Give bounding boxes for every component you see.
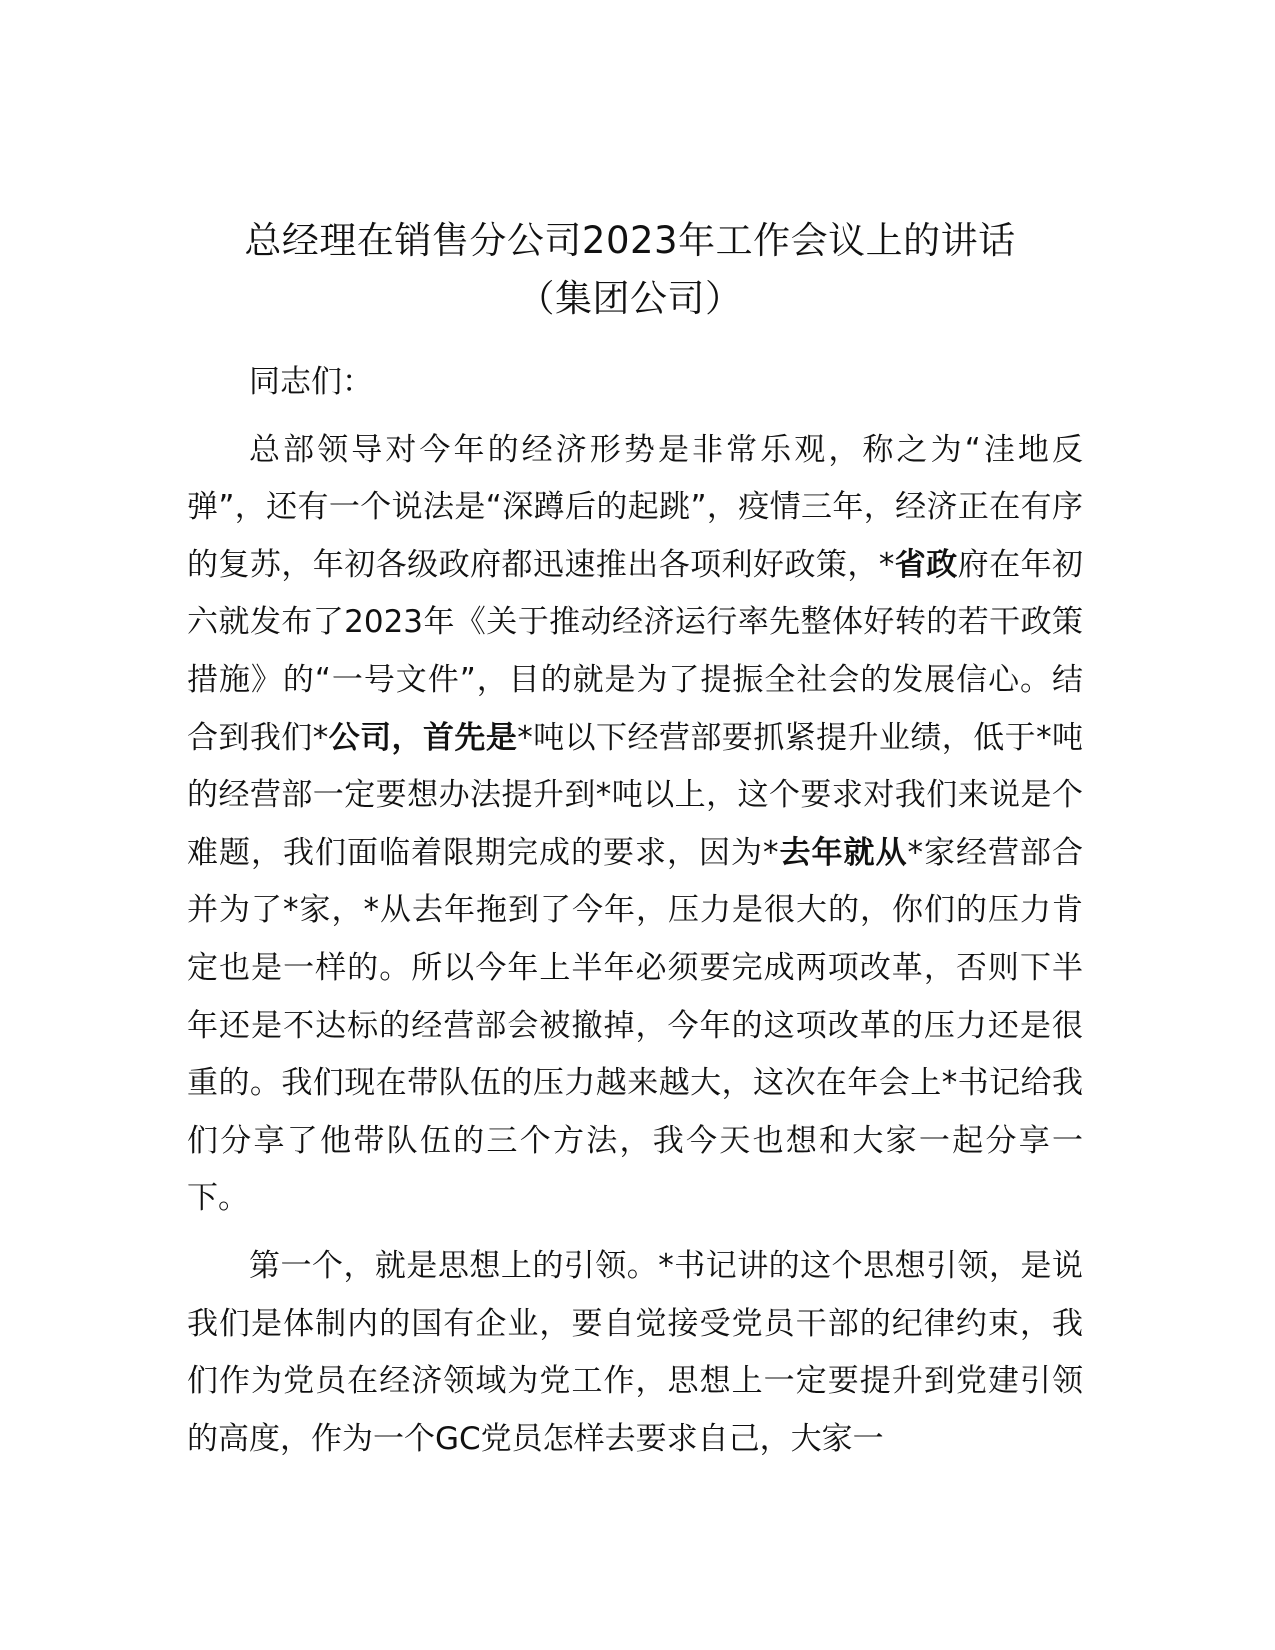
paragraph-bold-segment: 公司，首先是 <box>328 719 518 756</box>
title-line-main: 总经理在销售分公司2023年工作会议上的讲话 <box>244 219 1016 262</box>
document-body <box>187 354 1083 1478</box>
document-title <box>180 212 1080 328</box>
paragraph-text-segment: *吨以下经营部要抓紧提升业绩，低于*吨的经营部一定要想办法提升到*吨以上，这个要求对我们来说是个难题，我们面临着限期完成的要求，因为* <box>187 719 1084 871</box>
paragraph-bold-segment: 去年就从 <box>778 834 908 871</box>
salutation: 同志们： <box>249 364 373 400</box>
paragraph-text-segment: 总部领导对今年的经济形势是非常乐观，称之为“洼地反弹”，还有一个说法是“深蹲后的起跳”，疫情三年，经济正在有序的复苏，年初各级政府都迅速推出各项利好政策，* <box>187 431 1083 583</box>
paragraph-economic-outlook <box>187 422 1083 1228</box>
paragraph-ideological-guidance: 第一个，就是思想上的引领。*书记讲的这个思想引领，是说我们是体制内的国有企业，要自觉接受党员干部的纪律约束，我们作为党员在经济领域为党工作，思想上一定要提升到党建引领的高度，作为一个GC党员怎样去要求自己，大家一 <box>187 1247 1083 1457</box>
paragraph-text-segment: 府在年初六就发布了2023年《关于推动经济运行率先整体好转的若干政策措施》的“一号文件”，目的就是为了提振全社会的发展信心。结合到我们* <box>187 546 1084 756</box>
title-line-subtitle: （集团公司） <box>517 277 743 320</box>
paragraph-text-segment: *家经营部合并为了*家，*从去年拖到了今年，压力是很大的，你们的压力肯定也是一样的。所以今年上半年必须要完成两项改革，否则下半年还是不达标的经营部会被撤掉，今年的这项改革的压力还是很重的。我们现在带队伍的压力越来越大，这次在年会上*书记给我们分享了他带队伍的三个方法，我今天也想和大家一起分享一下。 <box>187 834 1083 1217</box>
paragraph-bold-segment: 省政 <box>894 546 958 583</box>
